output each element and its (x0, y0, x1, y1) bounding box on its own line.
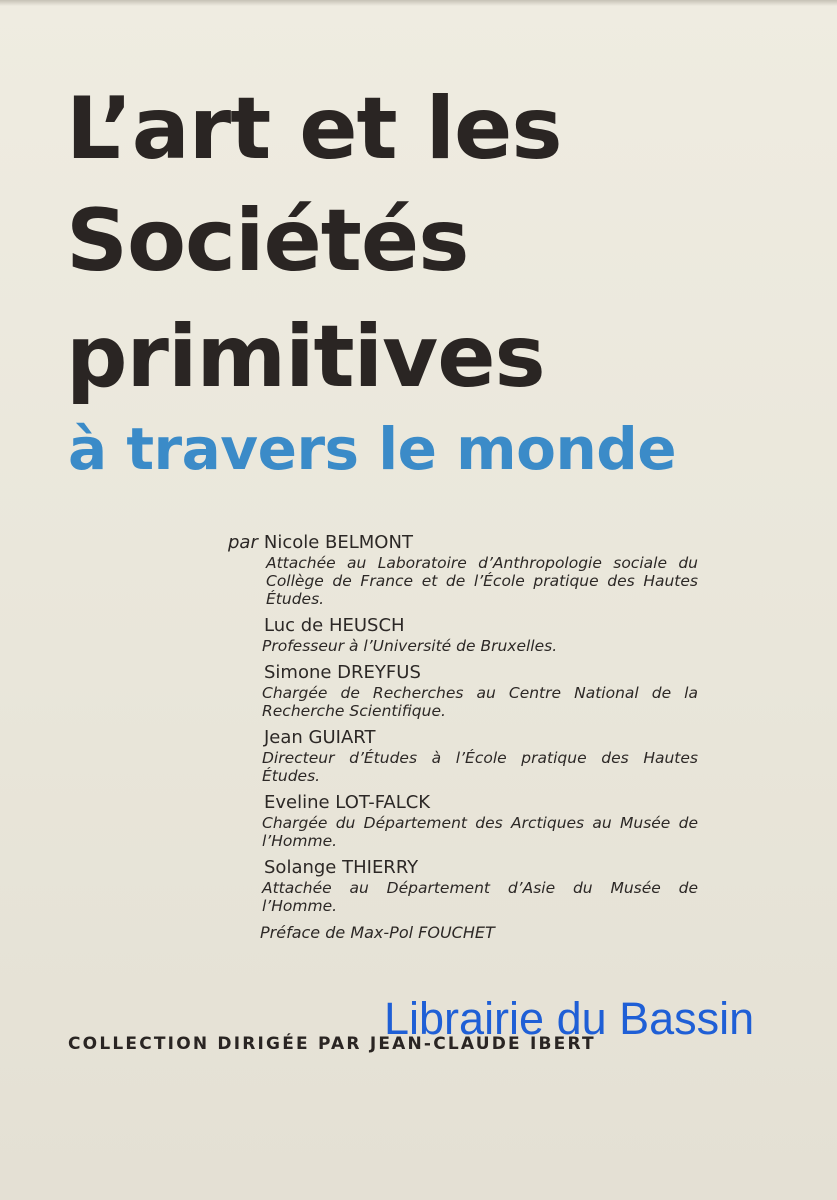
author-entry (228, 662, 698, 720)
author-entry (228, 857, 698, 915)
author-role: Professeur à l’Université de Bruxelles. (262, 637, 558, 655)
collection-credit: COLLECTION DIRIGÉE PAR JEAN-CLAUDE IBERT (68, 1034, 596, 1054)
author-role: Attachée au Département d’Asie du Musée de l’Homme. (262, 879, 698, 915)
author-role: Directeur d’Études à l’École pratique des Hautes Études. (262, 749, 698, 785)
author-entry (228, 792, 698, 850)
author-name: Eveline LOT-FALCK (264, 792, 431, 813)
author-entry (228, 532, 698, 608)
author-role: Chargée de Recherches au Centre National de la Recherche Scientifique. (262, 684, 698, 720)
title-line-1: L’art et les (66, 79, 562, 179)
page-edge-shadow (0, 0, 837, 6)
author-name: Luc de HEUSCH (264, 615, 405, 636)
author-name-row (228, 532, 698, 554)
author-role: Chargée du Département des Arctiques au Musée de l’Homme. (262, 814, 698, 850)
subtitle: à travers le monde (68, 415, 677, 483)
preface-credit: Préface de Max-Pol FOUCHET (260, 923, 495, 942)
title-line-3: primitives (66, 307, 545, 407)
author-entry (228, 615, 698, 655)
author-role: Attachée au Laboratoire d’Anthropologie sociale du Collège de France et de l’École pratique des Hautes Études. (266, 554, 698, 608)
author-entry (228, 727, 698, 785)
authors-list (228, 532, 698, 943)
title-line-2: Sociétés (66, 191, 469, 291)
author-name: Simone DREYFUS (264, 662, 421, 683)
by-label: par (228, 532, 258, 553)
seller-watermark: Librairie du Bassin (384, 993, 755, 1044)
author-name: Nicole BELMONT (263, 532, 413, 553)
author-name: Solange THIERRY (264, 857, 419, 878)
author-name: Jean GUIART (264, 727, 376, 748)
